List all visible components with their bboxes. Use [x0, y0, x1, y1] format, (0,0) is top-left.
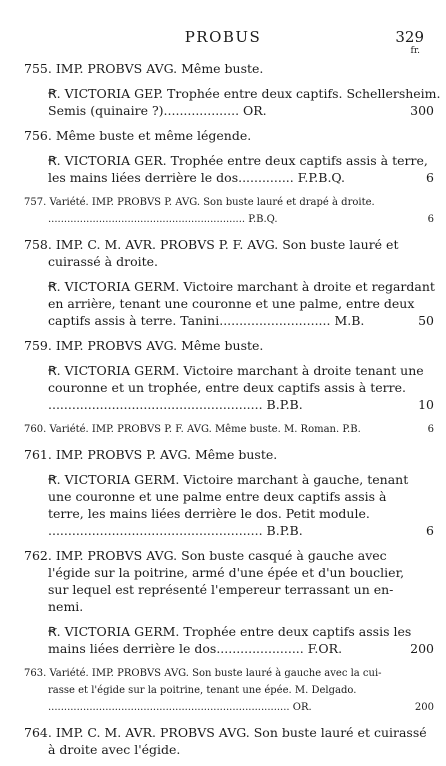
entry-759-obverse [0, 337, 446, 354]
entry-value: 10 [418, 397, 434, 412]
reverse-line: terre, les mains liées derrière le dos. Petit module. [48, 506, 370, 521]
reverse-line: Ꞧ. VICTORIA GEP. Trophée entre deux captifs. Schellersheim. [48, 86, 441, 101]
reverse-line: une couronne et une palme entre deux captifs assis à [48, 489, 387, 504]
entry-number: 761. [24, 447, 52, 462]
entry-number: 762. [24, 548, 52, 563]
reverse-line: Ꞧ. VICTORIA GERM. Victoire marchant à droite tenant une [48, 363, 424, 378]
entry-text: l'égide sur la poitrine, armé d'une épée et d'un bouclier, [48, 565, 405, 580]
entry-text: Variété. IMP. PROBVS AVG. Son buste lauré à gauche avec la cui- [49, 668, 382, 679]
entry-762 [0, 547, 446, 615]
entry-value: 6 [426, 523, 434, 538]
entry-758-reverse [0, 278, 446, 329]
entry-758-obverse [0, 236, 446, 253]
entry-number: 760. [24, 424, 47, 435]
entry-number: 756. [24, 128, 52, 143]
entry-764-obverse [0, 724, 446, 741]
entry-762-obverse [0, 547, 446, 564]
reverse-line: Ꞧ. VICTORIA GERM. Victoire marchant à gauche, tenant [48, 472, 409, 487]
reverse-line: Ꞧ. VICTORIA GERM. Trophée entre deux captifs assis les [48, 624, 412, 639]
entry-value: 300 [410, 103, 434, 118]
entry-value: 6 [427, 214, 434, 225]
entry-758 [0, 236, 446, 270]
entry-text: IMP. PROBVS AVG. Même buste. [55, 338, 264, 353]
entry-number: 757. [24, 197, 47, 208]
entry-text: IMP. PROBVS P. AVG. Même buste. [55, 447, 278, 462]
variety-line [0, 421, 446, 438]
reverse-line: couronne et un trophée, entre deux captifs assis à terre. [48, 380, 406, 395]
entry-text: Même buste et même légende. [55, 128, 252, 143]
entry-755-obverse [0, 60, 446, 77]
reverse-line: ...................................................... B.P.B. [48, 523, 303, 538]
entry-text: Variété. IMP. PROBVS P. AVG. Son buste lauré et drapé à droite. [49, 197, 375, 208]
reverse-line: Ꞧ. VICTORIA GERM. Victoire marchant à droite et regardant [48, 279, 435, 294]
entry-761-reverse [0, 471, 446, 539]
entry-text: IMP. PROBVS AVG. Son buste casqué à gauche avec [55, 548, 387, 563]
catalogue-entries [0, 60, 446, 766]
entry-number: 759. [24, 338, 52, 353]
entry-value: 50 [418, 313, 434, 328]
entry-755-reverse [0, 85, 446, 119]
entry-text: IMP. C. M. AVR. PROBVS P. F. AVG. Son buste lauré et [55, 237, 399, 252]
entry-value: 6 [426, 170, 434, 185]
page-header [0, 28, 446, 56]
entry-number: 763. [24, 668, 47, 679]
reverse-line: captifs assis à terre. Tanini............................ M.B. [48, 313, 365, 328]
entry-text: sur lequel est représenté l'empereur terrassant un en- [48, 582, 394, 597]
entry-value: 6 [427, 424, 434, 435]
variety-line: .............................................................. P.B.Q. [48, 214, 278, 225]
entry-763 [0, 665, 446, 716]
entry-757 [0, 194, 446, 228]
entry-755 [0, 60, 446, 77]
entry-762-reverse [0, 623, 446, 657]
entry-760 [0, 421, 446, 438]
entry-number: 755. [24, 61, 52, 76]
reverse-line: ...................................................... B.P.B. [48, 397, 303, 412]
reverse-line: mains liées derrière le dos...................... F.OR. [48, 641, 343, 656]
entry-value: 200 [414, 702, 434, 713]
variety-line: rasse et l'égide sur la poitrine, tenant une épée. M. Delgado. [48, 685, 357, 696]
entry-759-reverse [0, 362, 446, 413]
variety-line [0, 194, 446, 211]
variety-line [0, 665, 446, 682]
entry-756-reverse [0, 152, 446, 186]
entry-value: 200 [410, 641, 434, 656]
entry-text: cuirassé à droite. [48, 254, 158, 269]
entry-756-obverse [0, 127, 446, 144]
entry-text: IMP. C. M. AVR. PROBVS AVG. Son buste lauré et cuirassé [55, 725, 427, 740]
entry-text: IMP. PROBVS AVG. Même buste. [55, 61, 264, 76]
running-title: PROBUS [184, 28, 262, 46]
reverse-line: les mains liées derrière le dos.............. F.P.B.Q. [48, 170, 346, 185]
entry-761-obverse [0, 446, 446, 463]
entry-text: nemi. [48, 599, 84, 614]
entry-text: Variété. IMP. PROBVS P. F. AVG. Même buste. M. Roman. P.B. [49, 424, 361, 435]
entry-text: à droite avec l'égide. [48, 742, 181, 757]
page-number: 329 [395, 28, 424, 46]
entry-759 [0, 337, 446, 354]
currency-unit: fr. [410, 46, 420, 56]
entry-764 [0, 724, 446, 758]
entry-761 [0, 446, 446, 463]
variety-line: ............................................................................ OR. [48, 702, 312, 713]
entry-number: 758. [24, 237, 52, 252]
reverse-line: Ꞧ. VICTORIA GER. Trophée entre deux captifs assis à terre, [48, 153, 428, 168]
entry-756 [0, 127, 446, 144]
reverse-line: en arrière, tenant une couronne et une palme, entre deux [48, 296, 415, 311]
entry-number: 764. [24, 725, 52, 740]
reverse-line: Semis (quinaire ?)................... OR. [48, 103, 267, 118]
